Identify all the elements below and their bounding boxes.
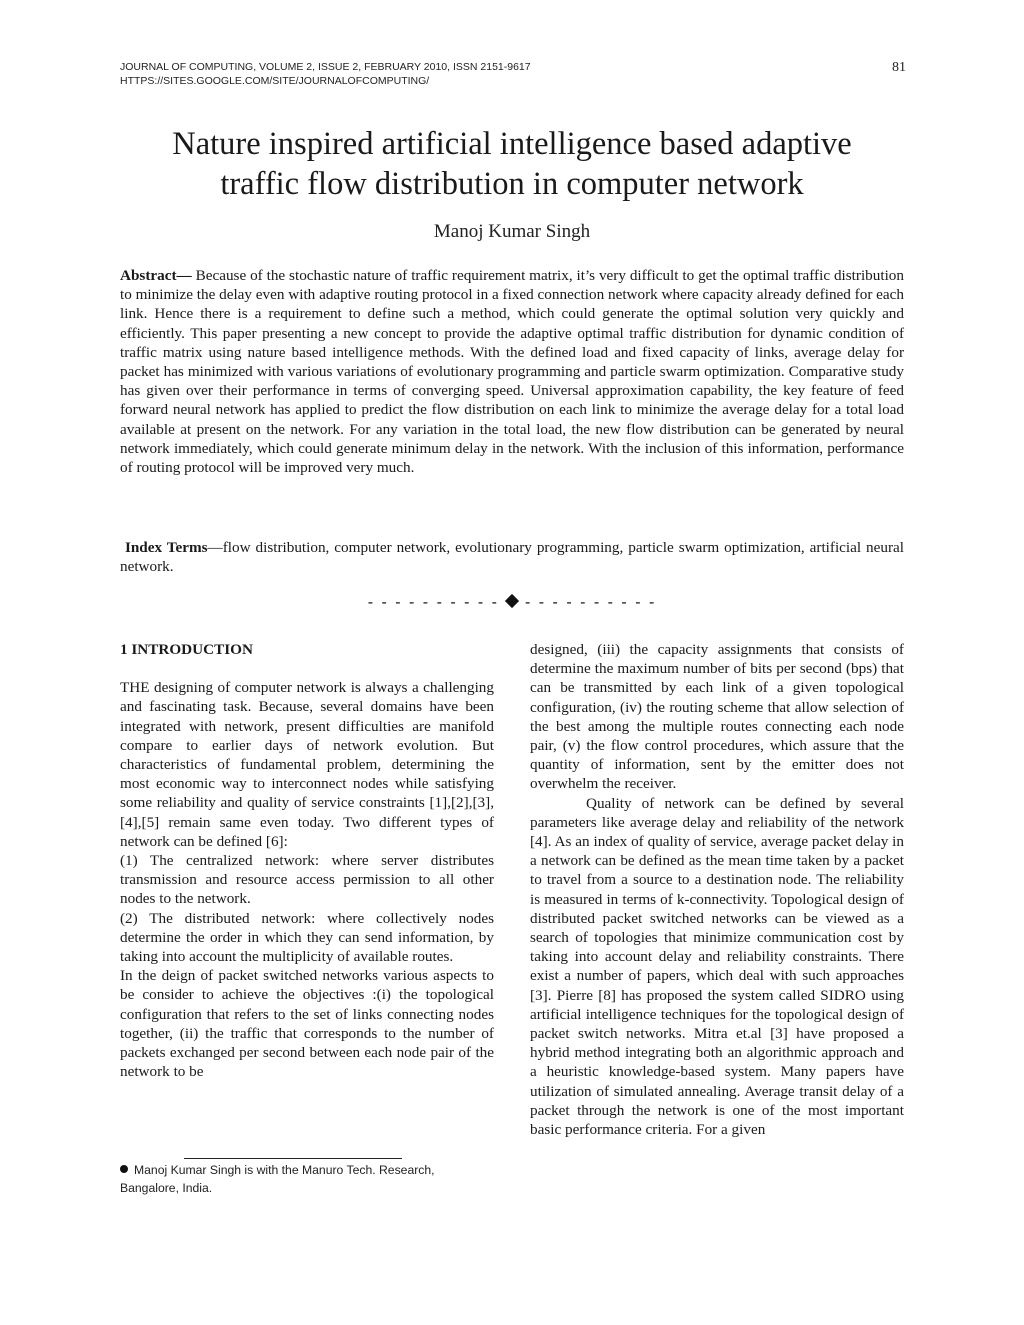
- intro-paragraph-2: In the deign of packet switched networks various aspects to be consider to achieve the objectives :(i) the topological configuration that refers to the set of links connecting nodes together, (ii) the traffic that corresponds to the number of packets exchanged per second between each node pair of the network to be: [120, 967, 494, 1081]
- divider-dashes-left: - - - - - - - - - -: [367, 594, 499, 611]
- section-divider: [120, 594, 904, 612]
- page-number: 81: [892, 60, 906, 75]
- intro-paragraph-1: THE designing of computer network is always a challenging and fascinating task. Because, several domains have been integrated with network, present difficulties are manifold compare to earlier days of network evolution. But characteristics of fundamental problem, determining the most economic way to interconnect nodes while satisfying some reliability and quality of service constraints [1],[2],[3],[4],[5] remain same even today. Two different types of network can be defined [6]:: [120, 679, 494, 850]
- right-paragraph-2: Quality of network can be defined by several parameters like average delay and reliability of the network [4]. As an index of quality of service, average packet delay in a network can be defined as the mean time taken by a packet to travel from a source to a destination node. The reliability is measured in terms of k-connectivity. Topological design of distributed packet switched networks can be viewed as a search of topologies that minimize communication cost by taking into account delay and reliability constraints. There exist a number of papers, which deal with such approaches [3]. Pierre [8] has proposed the system called SIDRO using artificial intelligence techniques for the topological design of packet switch networks. Mitra et.al [3] have proposed a hybrid method integrating both an algorithmic approach and a heuristic knowledge-based system. Many papers have utilization of simulated annealing. Average transit delay of a packet through the network is one of the most important basic performance criteria. For a given: [530, 794, 904, 1139]
- index-terms-label: Index Terms: [124, 539, 208, 556]
- footnote-rule: [184, 1158, 402, 1159]
- section-heading: 1 INTRODUCTION: [120, 641, 253, 658]
- title-line-2: traffic flow distribution in computer network: [220, 166, 804, 202]
- paper-title: [120, 124, 904, 204]
- abstract-label: Abstract—: [120, 267, 192, 284]
- intro-item-1: (1) The centralized network: where server distributes transmission and resource access permission to all other nodes to the network.: [120, 852, 494, 908]
- author-name: Manoj Kumar Singh: [433, 221, 591, 242]
- journal-line: JOURNAL OF COMPUTING, VOLUME 2, ISSUE 2, FEBRUARY 2010, ISSN 2151-9617: [120, 61, 531, 73]
- footnote: [120, 1161, 494, 1197]
- right-paragraph-1: designed, (iii) the capacity assignments that consists of determine the maximum number of bits per second (bps) that can be transmitted by each link of a given topological configuration, (iv) the routing scheme that allow selection of the best among the multiple routes connecting each node pair, (v) the flow control procedures, which assure that the quantity of information, sent by the emitter does not overwhelm the receiver.: [530, 641, 904, 793]
- bullet-icon: [120, 1165, 128, 1173]
- running-header: [120, 60, 910, 88]
- index-terms-text: —flow distribution, computer network, evolutionary programming, particle swarm optimization, artificial neural network.: [120, 539, 904, 576]
- intro-item-2: (2) The distributed network: where collectively nodes determine the order in which they can send information, by taking into account the multiplicity of available routes.: [120, 909, 494, 966]
- abstract-text: Because of the stochastic nature of traffic requirement matrix, it’s very difficult to get the optimal traffic distribution to minimize the delay even with adaptive routing protocol in a fixed connection network where capacity already defined for each link. Hence there is a requirement to define such a method, which could generate the optimal solution very quickly and efficiently. This paper presenting a new concept to provide the adaptive optimal traffic distribution for dynamic condition of traffic matrix using nature based intelligence methods. With the defined load and fixed capacity of links, average delay for packet has minimized with various variations of evolutionary programming and particle swarm optimization. Comparative study has given over their performance in terms of converging speed. Universal approximation capability, the key feature of feed forward neural network has applied to predict the flow distribution on each link to minimize the average delay for a total load available at present on the network. For any variation in the total load, the new flow distribution can be generated by neural network immediately, which could generate minimum delay in the network. With the inclusion of this information, performance of routing protocol will be improved very much.: [120, 267, 904, 477]
- divider-dashes-right: - - - - - - - - - -: [525, 594, 657, 611]
- diamond-icon: [505, 594, 519, 608]
- footnote-text: Manoj Kumar Singh is with the Manuro Tech. Research, Bangalore, India.: [120, 1163, 435, 1195]
- index-terms: [120, 538, 904, 576]
- title-line-1: Nature inspired artificial intelligence based adaptive: [172, 126, 852, 162]
- journal-url: HTTPS://SITES.GOOGLE.COM/SITE/JOURNALOFCOMPUTING/: [120, 75, 430, 87]
- abstract: [120, 266, 904, 477]
- right-column: [530, 640, 904, 1139]
- left-column: [120, 640, 494, 1081]
